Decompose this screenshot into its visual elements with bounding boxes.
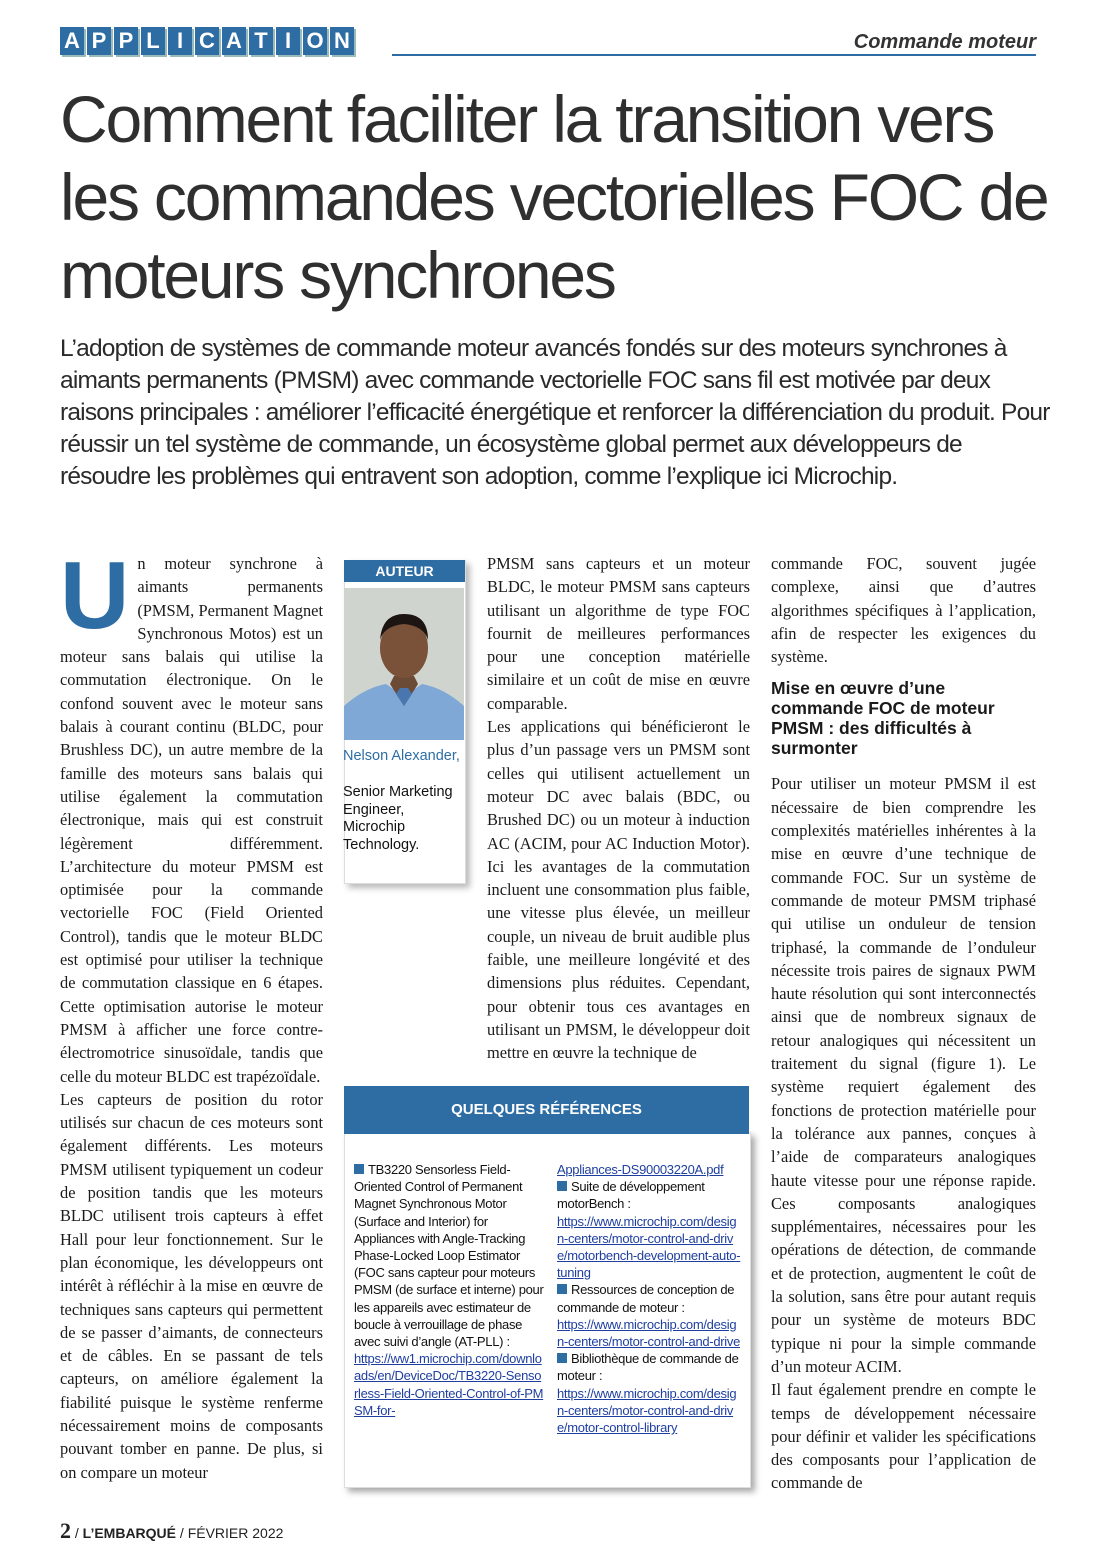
section-tag-letter: P xyxy=(114,27,138,55)
section-tag-letter: T xyxy=(249,27,273,55)
section-tag-letter: I xyxy=(276,27,300,55)
reference-link[interactable]: https://www.microchip.com/design-centers/motor-control-and-drive xyxy=(557,1316,741,1350)
reference-item xyxy=(557,1350,742,1436)
article-title: Comment faciliter la transition vers les commandes vectorielles FOC de moteurs synchrones xyxy=(60,82,1048,312)
section-label: Commande moteur xyxy=(853,31,1036,53)
section-tag-letter: P xyxy=(87,27,111,55)
paragraph: Il faut également prendre en compte le temps de développement nécessaire pour définir et valider les spécifications des composants pour l’application de commande de xyxy=(771,1380,1036,1493)
reference-link[interactable]: https://ww1.microchip.com/downloads/en/DeviceDoc/TB3220-Sensorless-Field-Oriented-Control-of-PMSM-for- xyxy=(354,1351,544,1418)
section-tag-letter: C xyxy=(195,27,219,55)
magazine-name: L’EMBARQUÉ xyxy=(82,1525,177,1541)
paragraph: Les capteurs de position du rotor utilisés sur chacun de ces moteurs sont également différents. Les moteurs PMSM utilisent typiquement un codeur de position tandis que les moteurs BLDC utilisent trois capteurs à effet Hall pour leur fonctionnement. Sur le plan économique, les développeurs ont intérêt à réfléchir à la mise en œuvre de techniques sans capteurs qui permettent de se passer d’aimants, de connecteurs et de câbles. En se passant de tels capteurs, on améliore également la fiabilité puisque le système renferme nécessairement moins de composants pouvant tomber en panne. De plus, si on compare un moteur xyxy=(60,1089,323,1482)
author-role: Senior Marketing Engineer, Microchip Technology. xyxy=(343,784,453,853)
page-number: 2 xyxy=(60,1518,71,1543)
bullet-square-icon xyxy=(557,1353,567,1363)
section-tag-letter: I xyxy=(168,27,192,55)
body-column-1 xyxy=(60,542,323,1484)
section-subheading: Mise en œuvre d’une commande FOC de moteur PMSM : des difficultés à surmonter xyxy=(771,678,995,759)
paragraph: n moteur synchrone à aimants permanents (PMSM, Permanent Magnet Synchronous Motos) est un moteur sans balais qui utilise la commutation électronique. On le confond souvent avec le moteur sans balais à courant continu (BLDC, pour Brushless DC), un autre membre de la famille des moteurs sans balais qui utilise également la commutation électronique, mais qui est construit légèrement différemment. L’architecture du moteur PMSM est optimisée pour la commande vectorielle FOC (Field Oriented Control), tandis que le moteur BLDC est optimisé pour utiliser la technique de commutation classique en 6 étapes. Cette optimisation autorise le moteur PMSM à afficher une force contre-électromotrice sinusoïdale, tandis que celle du moteur BLDC est trapézoïdale. xyxy=(60,554,323,1086)
reference-text: Bibliothèque de commande de moteur : xyxy=(557,1351,739,1384)
footer-separator: / xyxy=(179,1525,188,1541)
page-footer xyxy=(60,1518,283,1544)
references-column-2 xyxy=(557,1161,742,1436)
section-tag-letter: A xyxy=(60,27,84,55)
footer-separator: / xyxy=(74,1525,83,1541)
reference-link-continued[interactable]: Appliances-DS90003220A.pdf xyxy=(557,1162,724,1177)
reference-item xyxy=(557,1161,742,1178)
references-heading: QUELQUES RÉFÉRENCES xyxy=(344,1086,749,1134)
body-column-3 xyxy=(487,552,750,1065)
drop-cap: U xyxy=(60,542,130,649)
author-name: Nelson Alexander, xyxy=(343,748,460,764)
reference-link[interactable]: https://www.microchip.com/design-centers/motor-control-and-drive/motor-control-library xyxy=(557,1385,737,1436)
article-lead: L’adoption de systèmes de commande moteur avancés fondés sur des moteurs synchrones à aimants permanents (PMSM) avec commande vectorielle FOC sans fil est motivée par deux raisons principales : améliorer l’efficacité énergétique et renforcer la différenciation du produit. Pour réussir un tel système de commande, un écosystème global permet aux développeurs de résoudre les problèmes qui entravent son adoption, comme l’explique ici Microchip. xyxy=(60,335,1050,490)
header-rule xyxy=(392,54,1036,56)
reference-item xyxy=(557,1281,742,1350)
body-column-4 xyxy=(771,552,1036,1495)
bullet-square-icon xyxy=(557,1284,567,1294)
section-tag-letter: A xyxy=(222,27,246,55)
reference-item xyxy=(354,1161,544,1419)
author-label: AUTEUR xyxy=(344,560,465,582)
author-photo xyxy=(344,588,464,740)
section-tag-letter: L xyxy=(141,27,165,55)
bullet-square-icon xyxy=(557,1181,567,1191)
issue-date: FÉVRIER 2022 xyxy=(187,1525,284,1541)
author-portrait-image xyxy=(344,588,464,740)
section-tag-letter: N xyxy=(330,27,354,55)
references-column-1 xyxy=(354,1161,544,1419)
reference-link[interactable]: https://www.microchip.com/design-centers/motor-control-and-drive/motorbench-development-auto-tuning xyxy=(557,1213,741,1281)
reference-text: TB3220 Sensorless Field-Oriented Control of Permanent Magnet Synchronous Motor (Surface and Interior) for Appliances with Angle-Tracking Phase-Locked Loop Estimator (FOC sans capteur pour moteurs PMSM (de surface et interne) pour les appareils avec estimateur de boucle à verrouillage de phase avec suivi d’angle (AT-PLL) : xyxy=(354,1162,544,1350)
reference-item xyxy=(557,1178,742,1281)
section-tag xyxy=(60,27,354,55)
paragraph: Les applications qui bénéficieront le plus d’un passage vers un PMSM sont celles qui utilisent actuellement un moteur DC avec balais (BDC, ou Brushed DC) ou un moteur à induction AC (ACIM, pour AC Induction Motor). Ici les avantages de la commutation incluent une consommation plus faible, une vitesse plus élevée, un meilleur couple, un niveau de bruit audible plus faible, une meilleure longévité et des dimensions plus réduites. Cependant, pour obtenir tous ces avantages en utilisant un PMSM, le développeur doit mettre en œuvre la technique de xyxy=(487,717,750,1063)
reference-text: Suite de développement motorBench : xyxy=(557,1179,705,1212)
bullet-square-icon xyxy=(354,1164,364,1174)
section-tag-letter: O xyxy=(303,27,327,55)
paragraph: PMSM sans capteurs et un moteur BLDC, le moteur PMSM sans capteurs utilisant un algorithme de type FOC fournit de meilleures performances pour une conception matérielle similaire et un coût de mise en œuvre comparable. xyxy=(487,554,750,713)
reference-text: Ressources de conception de commande de moteur : xyxy=(557,1282,735,1315)
paragraph: commande FOC, souvent jugée complexe, ainsi que d’autres algorithmes spécifiques à l’application, afin de respecter les exigences du système. xyxy=(771,554,1036,667)
paragraph: Pour utiliser un moteur PMSM il est nécessaire de bien comprendre les complexités matérielles inhérentes à la mise en œuvre d’une technique de commande FOC. Sur un système de commande de moteur PMSM triphasé qui utilise un onduleur de tension triphasé, la commande de l’onduleur nécessite trois paires de signaux PWM haute résolution qui sont interconnectés ainsi que de nombreux signaux de retour analogiques qui nécessitent un traitement du signal (figure 1). Le système requiert également des fonctions de protection matérielle pour la tolérance aux pannes, conçues à l’aide de comparateurs analogiques haute vitesse pour une réponse rapide. Ces composants analogiques supplémentaires, nécessaires pour les opérations de détection, de commande et de protection, augmentent le coût de la solution, sans être pour autant requis pour un système de moteurs BDC typique ni pour la simple commande d’un moteur ACIM. xyxy=(771,774,1036,1376)
